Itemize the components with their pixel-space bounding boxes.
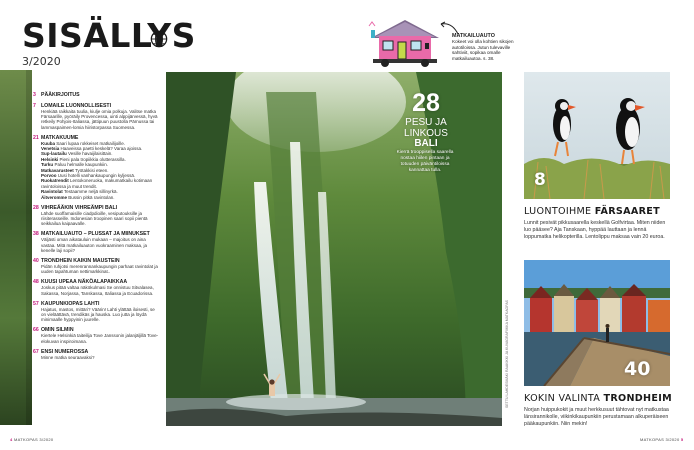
trondheim-section-title: [524, 393, 674, 404]
toc-entry[interactable]: [33, 258, 161, 275]
toc-heading: VIHREÄÄKIN VIHREÄMPI BALI: [41, 204, 118, 211]
hero-headline-place: BALI: [414, 138, 438, 149]
toc-subitem: Kuuba Saari lupaa rokkeiset matkailijoille.: [41, 140, 126, 146]
toc-page-number: 28: [33, 204, 39, 211]
page-title: SISÄLLYS: [22, 16, 196, 55]
toc-description: Minne matka seuraavaksi?: [41, 354, 95, 360]
toc-page-number: 7: [33, 102, 36, 109]
hero-headline: [392, 118, 460, 150]
toc-page-number: 38: [33, 231, 39, 238]
right-footer-text: MATKOPAS 3/2020: [640, 437, 680, 442]
issue-number: 3/2020: [22, 55, 61, 68]
toc-page-number: 3: [33, 92, 36, 98]
toc-heading: MATKAILUAUTO – PLUSSAT JA MIINUKSET: [41, 231, 150, 238]
toc-heading: ENSI NUMEROSSA: [41, 348, 89, 355]
masthead: [22, 18, 196, 68]
footer-left: [10, 437, 53, 442]
toc-description: Pidän ruhjotsi merenrannankaupungin parhaat ravintolat ja uuden tapahtuman nettimarkkinat..: [41, 264, 158, 275]
toc-entry[interactable]: [33, 135, 161, 200]
toc-heading: TRONDHEIN KAIKIN MAUSTEIN: [41, 258, 120, 265]
toc-subitem: Matkavarusteet Työtakkisi eteen.: [41, 167, 109, 173]
toc-entry[interactable]: [33, 301, 161, 323]
toc-subitem: Turku Paluu helmalle kaupunkiin.: [41, 162, 108, 168]
toc-heading: PÄÄKIRJOITUS: [41, 92, 80, 98]
hero-headline-top: PESU JA LINKOUS: [404, 117, 448, 139]
toc-entry[interactable]: [33, 279, 161, 296]
toc-subitem: Venetsia Haaveissa paetti keskelä? Varaa ajoissa.: [41, 146, 143, 152]
toc-description: Lähde suoffamaisille ciadpdioille, vesiputouksille ja riisiterasseille. Indonesian troopinen saari sopii pientä seikkailua kaipaavalle.: [41, 210, 148, 227]
toc-heading: LOMAILE LUONNOLLISESTI: [41, 102, 112, 109]
toc-page-number: 40: [33, 258, 39, 265]
right-page-number: 5: [680, 437, 684, 442]
toc-entry[interactable]: [33, 92, 161, 98]
toc-subitem: Äitveromme Bussin pitkä ravintolan.: [41, 194, 115, 200]
toc-description: Joskus pitää valtaa näkökulmasi Se onnistuu Sitvalasea, Sakassa, Norjassa, Tanskassa, Italiassa ja Ecuadorissa.: [41, 285, 154, 296]
left-edge-photo: [0, 70, 32, 425]
left-footer-text: MATKOPAS 3/2020: [13, 437, 54, 442]
toc-entry[interactable]: [33, 349, 161, 360]
toc-entry[interactable]: [33, 231, 161, 253]
puffin-page-number: 8: [534, 170, 546, 190]
globe-icon: [150, 30, 168, 48]
photo-credit: SETTU LAHDESMÄKI RAAKIKKI JA KUVAGRAFIIKKA MATKAOPAS: [505, 300, 509, 408]
toc-page-number: 66: [33, 327, 39, 334]
trondheim-page-number: 40: [624, 358, 651, 380]
toc-subitem: Ravintolat Testaamme neljä sillinyrkä.: [41, 189, 118, 195]
toc-heading: KAUPUNKIOPAS LAHTI: [41, 300, 100, 307]
toc-entry[interactable]: [33, 327, 161, 344]
toc-heading: KUUSI UPEAA NÄKÖALAPAIKKAA: [41, 279, 128, 286]
left-page-number: 4: [10, 437, 13, 442]
toc-description: Henkiää raikkaita tuulia, kiulje omia polkuja. Valitse matka Färsaarille, pyöräily Provencessa, uinti alppijärvessä, hyvä retkeily Pohjois-Italiassa, jättipuun puustolla Pärnussa tai lammaspaimen-lomia hiiristorpassa Suomessa.: [41, 108, 158, 130]
faroe-section-text: Lunnit pesivät pikkusaarella keskellä Golfvirtaa. Miten niiden luo pääsee? Aja Tanskaan, hyppää lauttaan ja lennä loppumatka helikopterilla. Lentolippu maksaa vain 20 euroa.: [524, 220, 666, 240]
hero-text: Kierrä trooppisella saarella nostaa hiilen pintaan ja totuuden päiväntiloissa kannattaa tulla.: [396, 150, 454, 173]
table-of-contents: [33, 92, 161, 365]
callout-title: MATKAILUAUTO: [452, 33, 495, 39]
toc-page-number: 21: [33, 134, 39, 141]
toc-subitem: Porvoo Uusi hotelli vanhankaupungin kyljessä.: [41, 173, 136, 179]
toc-heading: MATKAKUUME: [41, 134, 79, 141]
toc-heading: OMIN SILMIN: [41, 327, 74, 334]
toc-subitem: Helsinki Pieni pala tropiikkia olutterassilla.: [41, 156, 126, 162]
faroe-title-lead: LUONTOIHME: [524, 206, 595, 217]
footer-right: [640, 437, 683, 442]
callout-text: Kokeet voi olla kohtien sikojen autotiloissa. Jutun tulevaville sahtiviit, sopikaa omalle matkailuautoa. s. 38.: [452, 39, 514, 61]
toc-entry[interactable]: [33, 103, 161, 131]
toc-description: Hajatus, mastos, mittäri? Väärin! Lahti ylättää iloisesti, se on vieläättävä, trendikäs ja hauska. Luo jutta ja löydä minimaalle hyppyinin juurelle.: [41, 306, 155, 323]
toc-subitem: Sup-lautailu Vesille havaijilaisittain.: [41, 151, 113, 157]
camper-callout: [452, 34, 514, 61]
toc-page-number: 48: [33, 279, 39, 286]
trondheim-title-lead: KOKIN VALINTA: [524, 393, 604, 404]
toc-description: Väljästi oman aikatauluin mukaan – majoitus on aina vastaa. Mitä matkailuauton vuokraaminen maksaa, ja kenelle laji sopii?: [41, 237, 148, 254]
trondheim-section-text: Norjan huippukokit ja muut herkkusuut tähtovat nyt matkustaa länsirannikolle, viikinkikaupunkiin perustamaan alkuperäiseen pääkaupunkiin. Niin mekin!: [524, 407, 669, 427]
toc-page-number: 67: [33, 348, 39, 355]
faroe-section-title: [524, 206, 674, 217]
toc-page-number: 57: [33, 300, 39, 307]
toc-subitem: Ruokatrendit Lentokoneruoka, makumatkailu kotimaan ravintoloissa ja muut trendit.: [41, 178, 153, 189]
toc-entry[interactable]: [33, 205, 161, 227]
hero-page-number: 28: [412, 89, 440, 117]
faroe-title-place: FÄRSAARET: [594, 206, 660, 217]
trondheim-title-place: TRONDHEIM: [603, 393, 672, 404]
camper-house-illustration: [365, 16, 445, 68]
toc-description: Kiertele Helsinkiä taiteilija Tove Janssonin jalanjäljillä Tove-elokuvan inspiroimana.: [41, 333, 159, 344]
